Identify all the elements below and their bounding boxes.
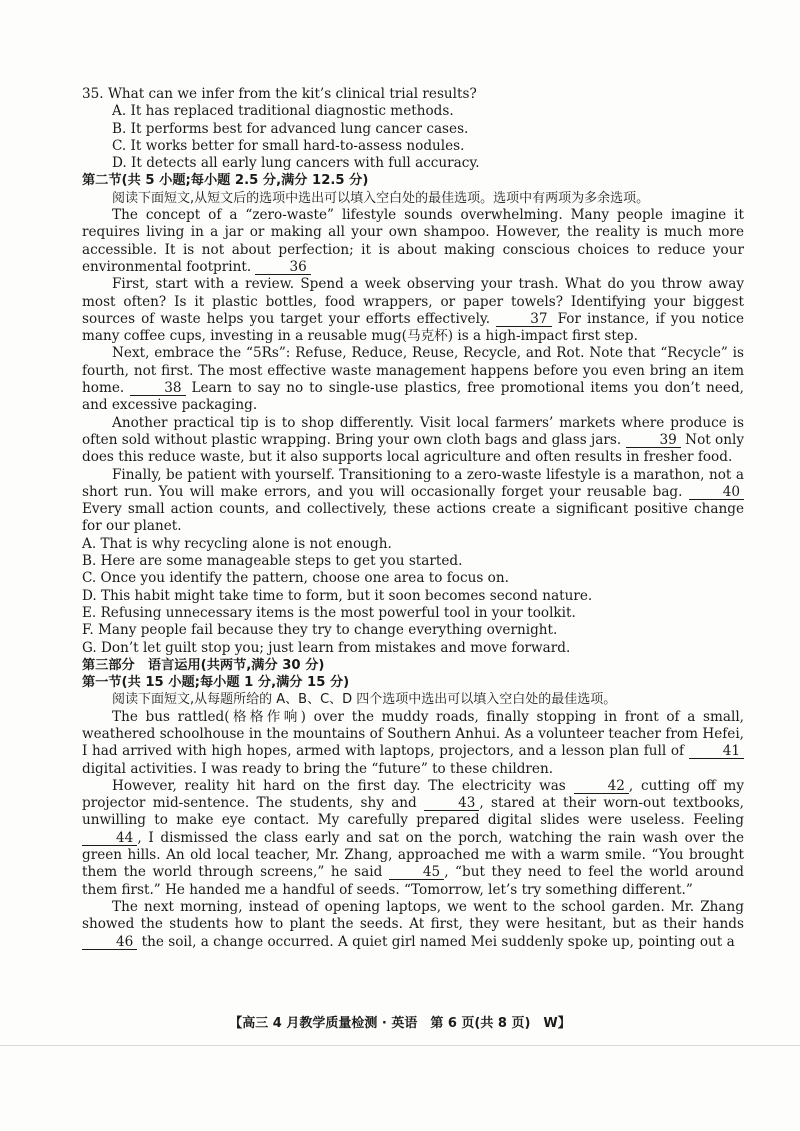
choice-c: C. Once you identify the pattern, choose one area to focus on. [82, 570, 509, 587]
passage-text: Next, embrace the “5Rs”: Refuse, Reduce, Reuse, Recycle, and Rot. Note that “Recycle” is fourth, not first. The most effective waste management happens before you even bring an item home. [82, 345, 744, 397]
passage-text: Not only does this reduce waste, but it also supports local agriculture and often results in fresher food. [82, 431, 745, 466]
passage-text: For instance, if you notice many coffee cups, investing in a reusable mug(马克杯) is a high-impact first step. [82, 310, 744, 345]
blank-42: 42 [574, 779, 629, 794]
part-heading: 第三部分 语言运用(共两节,满分 30 分) [82, 657, 325, 673]
blank-38: 38 [130, 381, 185, 396]
blank-46: 46 [82, 935, 137, 950]
option-d: D. It detects all early lung cancers with full accuracy. [112, 155, 480, 172]
passage-paragraph [82, 899, 744, 951]
passage-text: However, reality hit hard on the first day. The electricity was [112, 777, 566, 794]
page-footer [0, 1015, 800, 1032]
passage-text: , cutting off my projector mid-sentence. The students, shy and [82, 777, 745, 812]
passage-paragraph [82, 778, 744, 899]
blank-44: 44 [82, 831, 137, 846]
choice-list [82, 536, 744, 657]
choice-e: E. Refusing unnecessary items is the most powerful tool in your toolkit. [82, 604, 576, 621]
passage-paragraph [82, 467, 744, 536]
passage-text: The bus rattled(格格作响) over the muddy roads, finally stopping in front of a small, weathered schoolhouse in the mountains of Southern Anhui. As a volunteer teacher from Hefei, I had arrived with high hopes, armed with laptops, projectors, and a lesson plan full of [82, 708, 744, 760]
scan-edge-divider [0, 1045, 800, 1046]
passage-text: The concept of a “zero-waste” lifestyle sounds overwhelming. Many people imagine it requires living in a jar or making all your own shampoo. However, the reality is much more accessible. It is not about perfection; it is about making conscious choices to reduce your environmental footprint. [82, 207, 744, 275]
choice-g: G. Don’t let guilt stop you; just learn from mistakes and move forward. [82, 639, 571, 656]
passage-text: Another practical tip is to shop differently. Visit local farmers’ markets where produce is often sold without plastic wrapping. Bring your own cloth bags and glass jars. [82, 414, 744, 448]
blank-36: 36 [255, 260, 310, 275]
section-3 [82, 657, 744, 951]
choice-b: B. Here are some manageable steps to get you started. [82, 553, 463, 570]
passage-paragraph [82, 415, 744, 467]
option-c: C. It works better for small hard-to-assess nodules. [112, 137, 465, 154]
blank-45: 45 [389, 865, 444, 880]
passage-text: First, start with a review. Spend a week observing your trash. What do you throw away most often? Is it plastic bottles, food wrappers, or paper towels? Identifying your biggest sources of waste helps you target your efforts effectively. [82, 276, 744, 327]
choice-f: F. Many people fail because they try to change everything overnight. [82, 622, 558, 639]
section-heading: 第二节(共 5 小题;每小题 2.5 分,满分 12.5 分) [82, 173, 369, 189]
passage-text: The next morning, instead of opening laptops, we went to the school garden. Mr. Zhang showed the students how to plant the seeds. At first, they were hesitant, but as their hands [82, 898, 744, 933]
section-heading: 第一节(共 15 小题;每小题 1 分,满分 15 分) [82, 675, 350, 691]
passage-text: , “but they need to feel the world around them first.” He handed me a handful of seeds. “Tomorrow, let’s try something different.” [82, 864, 745, 898]
choice-a: A. That is why recycling alone is not enough. [82, 535, 392, 552]
question-35 [82, 86, 744, 172]
section-2 [82, 172, 744, 656]
blank-39: 39 [626, 433, 681, 448]
section-instruction: 阅读下面短文,从每题所给的 A、B、C、D 四个选项中选出可以填入空白处的最佳选项。 [112, 692, 617, 708]
blank-40: 40 [689, 485, 744, 500]
choice-d: D. This habit might take time to form, but it soon becomes second nature. [82, 587, 593, 604]
passage-paragraph [82, 345, 744, 414]
passage-text: Every small action counts, and collectively, these actions create a significant positive change for our planet. [82, 501, 744, 535]
blank-43: 43 [424, 796, 479, 811]
passage-text: the soil, a change occurred. A quiet girl named Mei suddenly spoke up, pointing out a [141, 933, 735, 950]
passage-text: , I dismissed the class early and sat on the porch, watching the rain wash over the green hills. An old local teacher, Mr. Zhang, approached me with a warm smile. “You brought them the world through screens,” he said [82, 829, 744, 881]
option-a: A. It has replaced traditional diagnostic methods. [112, 103, 454, 120]
question-stem: 35. What can we infer from the kit’s clinical trial results? [82, 86, 477, 102]
blank-37: 37 [496, 312, 551, 327]
passage-paragraph [82, 709, 744, 778]
passage-paragraph [82, 207, 744, 276]
passage-text: , stared at their worn-out textbooks, unwilling to make eye contact. My carefully prepared digital slides were useless. Feeling [82, 795, 744, 829]
option-b: B. It performs best for advanced lung cancer cases. [112, 120, 469, 137]
passage-text: Learn to say no to single-use plastics, free promotional items you don’t need, and excessive packaging. [82, 380, 744, 414]
passage-text: digital activities. I was ready to bring the “future” to these children. [82, 760, 554, 777]
passage-text: Finally, be patient with yourself. Transitioning to a zero-waste lifestyle is a marathon, not a short run. You will make errors, and you will occasionally forget your reusable bag. [82, 466, 744, 500]
section-instruction: 阅读下面短文,从短文后的选项中选出可以填入空白处的最佳选项。选项中有两项为多余选项。 [112, 190, 650, 206]
blank-41: 41 [689, 744, 744, 759]
footer-label: 【高三 4 月教学质量检测 · 英语 第 6 页(共 8 页) W】 [229, 1016, 571, 1031]
passage-paragraph [82, 276, 744, 345]
